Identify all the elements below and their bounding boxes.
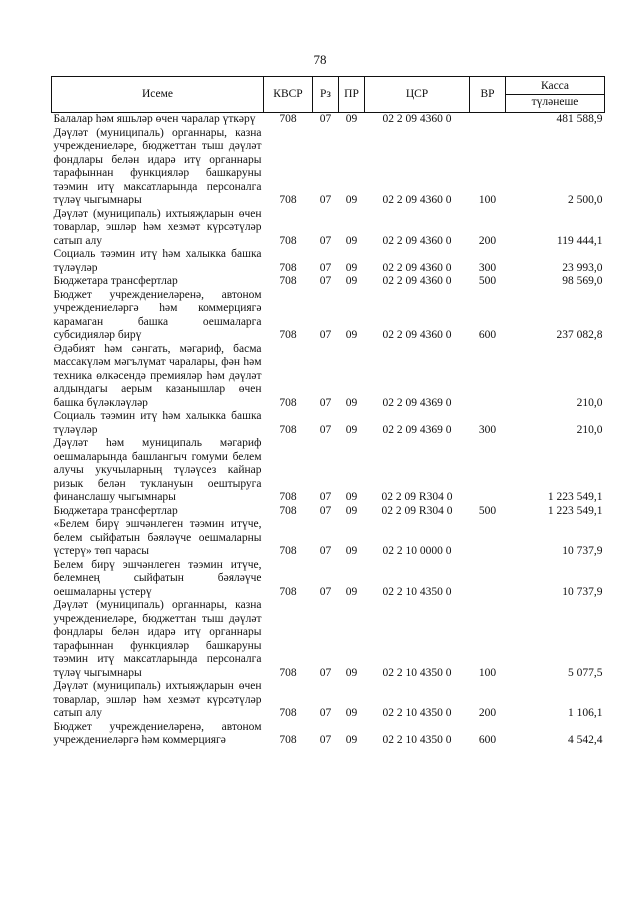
table-row bbox=[52, 248, 605, 275]
table-row bbox=[52, 275, 605, 289]
cell-name: Әдәбият һәм сәнгать, мәгариф, басма массакүләм мәгълүмат чаралары, фән һәм техника өлкәсендә премияләр һәм дәүләт алдындагы аерым казанышлар өчен башка бүләкләүләр bbox=[53, 342, 262, 409]
cell-rz: 07 bbox=[319, 504, 332, 517]
header-csr: ЦСР bbox=[365, 77, 470, 113]
cell-csr: 02 2 10 4350 0 bbox=[382, 666, 452, 679]
cell-rz: 07 bbox=[319, 194, 332, 206]
cell-pr: 09 bbox=[345, 734, 358, 746]
cell-csr: 02 2 09 4369 0 bbox=[382, 396, 452, 409]
cell-csr: 02 2 09 4360 0 bbox=[382, 261, 452, 274]
table-row bbox=[52, 599, 605, 680]
cell-vr: 200 bbox=[478, 707, 497, 719]
cell-name: Социаль тәэмин итү һәм халыкка башка түләүләр bbox=[53, 410, 262, 436]
table-row bbox=[52, 410, 605, 437]
cell-kvsr: 708 bbox=[279, 113, 297, 125]
cell-csr: 02 2 10 4350 0 bbox=[382, 585, 452, 598]
cell-vr: 200 bbox=[478, 234, 497, 247]
cell-amount: 10 737,9 bbox=[562, 545, 603, 557]
cell-name: Дәүләт (муниципаль) органнары, казна учреждениеләре, бюджеттан тыш дәүләт фондлары белән идарә итү органнары тарафыннан функцияләр башкаруны тәэмин итү максатларында персоналга түләү чыгымнары bbox=[53, 126, 262, 206]
cell-csr: 02 2 09 4360 0 bbox=[382, 234, 452, 247]
table-header bbox=[52, 77, 605, 113]
cell-name: Бюджет учреждениеләренә, автоном учреждениеләргә һәм коммерциягә карамаган башка оешмаларга субсидияләр бирү bbox=[53, 288, 262, 341]
cell-pr: 09 bbox=[345, 707, 358, 719]
table-row bbox=[52, 289, 605, 343]
cell-kvsr: 708 bbox=[279, 423, 297, 436]
cell-rz: 07 bbox=[319, 396, 332, 409]
cell-rz: 07 bbox=[319, 423, 332, 436]
cell-csr: 02 2 09 4360 0 bbox=[382, 113, 452, 125]
cell-amount: 2 500,0 bbox=[568, 194, 603, 206]
cell-amount: 210,0 bbox=[576, 423, 603, 436]
header-kassa-label: Касса bbox=[540, 80, 570, 92]
cell-kvsr: 708 bbox=[279, 504, 297, 517]
cell-rz: 07 bbox=[319, 585, 332, 598]
cell-kvsr: 708 bbox=[279, 329, 297, 341]
table-row bbox=[52, 343, 605, 411]
header-pr: ПР bbox=[339, 77, 365, 113]
cell-kvsr: 708 bbox=[279, 194, 297, 206]
cell-rz: 07 bbox=[319, 734, 332, 746]
cell-rz: 07 bbox=[319, 113, 332, 125]
cell-vr: 500 bbox=[478, 504, 497, 517]
cell-rz: 07 bbox=[319, 275, 332, 287]
cell-vr: 100 bbox=[478, 194, 497, 206]
cell-pr: 09 bbox=[345, 329, 358, 341]
cell-vr bbox=[470, 559, 506, 600]
cell-vr: 500 bbox=[478, 275, 497, 287]
cell-kvsr: 708 bbox=[279, 261, 297, 274]
cell-amount: 210,0 bbox=[576, 396, 603, 409]
cell-rz: 07 bbox=[319, 666, 332, 679]
cell-pr: 09 bbox=[345, 666, 358, 679]
cell-kvsr: 708 bbox=[279, 707, 297, 719]
cell-vr bbox=[470, 343, 506, 411]
cell-kvsr: 708 bbox=[279, 491, 297, 503]
cell-kvsr: 708 bbox=[279, 396, 297, 409]
cell-rz: 07 bbox=[319, 545, 332, 557]
cell-name: «Белем бирү эшчәнлеген тәэмин итүче, белем сыйфатын бәяләүче оешмаларны үстерү» төп чарасы bbox=[53, 518, 262, 557]
budget-table bbox=[51, 76, 605, 748]
page-number: 78 bbox=[313, 52, 327, 67]
table-row bbox=[52, 680, 605, 721]
cell-amount: 1 223 549,1 bbox=[547, 491, 603, 503]
cell-vr bbox=[470, 437, 506, 505]
cell-rz: 07 bbox=[319, 329, 332, 341]
cell-name: Дәүләт һәм муниципаль мәгариф оешмаларында башлангыч гомуми белем алучы укучыларның түләүсез кайнар ризык белән туклануын оештыруга финанслашу чыгымнары bbox=[53, 437, 262, 503]
cell-csr: 02 2 09 R304 0 bbox=[381, 504, 453, 517]
cell-rz: 07 bbox=[319, 707, 332, 719]
cell-name: Белем бирү эшчәнлеген тәэмин итүче, белемнең сыйфатын бәяләүче оешмаларны үстерү bbox=[53, 558, 262, 598]
cell-pr: 09 bbox=[345, 261, 358, 274]
header-kvsr: КВСР bbox=[264, 77, 313, 113]
cell-csr: 02 2 09 4360 0 bbox=[382, 275, 452, 287]
cell-amount: 23 993,0 bbox=[562, 261, 603, 274]
cell-rz: 07 bbox=[319, 261, 332, 274]
cell-vr: 300 bbox=[478, 261, 497, 274]
cell-rz: 07 bbox=[319, 234, 332, 247]
table-row bbox=[52, 127, 605, 208]
cell-vr: 600 bbox=[478, 329, 497, 341]
cell-vr bbox=[470, 518, 506, 559]
cell-vr: 600 bbox=[478, 734, 497, 746]
cell-amount: 4 542,4 bbox=[568, 734, 603, 746]
cell-name: Дәүләт (муниципаль) ихтыяҗларын өчен товарлар, эшләр һәм хезмәт күрсәтүләр сатып алу bbox=[53, 207, 262, 247]
cell-amount: 5 077,5 bbox=[568, 666, 603, 679]
cell-amount: 98 569,0 bbox=[562, 275, 603, 287]
table-row bbox=[52, 721, 605, 748]
cell-pr: 09 bbox=[345, 545, 358, 557]
cell-amount: 237 082,8 bbox=[556, 329, 603, 341]
cell-kvsr: 708 bbox=[279, 545, 297, 557]
cell-pr: 09 bbox=[345, 275, 358, 287]
header-kassa bbox=[506, 77, 605, 113]
cell-pr: 09 bbox=[345, 504, 358, 517]
cell-pr: 09 bbox=[345, 423, 358, 436]
cell-amount: 119 444,1 bbox=[556, 234, 603, 247]
cell-csr: 02 2 10 0000 0 bbox=[382, 545, 452, 557]
table-row bbox=[52, 518, 605, 559]
table-body bbox=[52, 113, 605, 748]
table-row bbox=[52, 208, 605, 249]
cell-amount: 10 737,9 bbox=[562, 585, 603, 598]
header-kassa-sub: түләнеше bbox=[506, 94, 604, 109]
cell-pr: 09 bbox=[345, 194, 358, 206]
cell-name: Балалар һәм яшьләр өчен чаралар үткәрү bbox=[53, 113, 256, 125]
header-rz: Рз bbox=[313, 77, 339, 113]
table-row bbox=[52, 113, 605, 127]
cell-csr: 02 2 09 R304 0 bbox=[381, 491, 453, 503]
cell-vr bbox=[470, 113, 506, 127]
cell-pr: 09 bbox=[345, 585, 358, 598]
cell-pr: 09 bbox=[345, 491, 358, 503]
cell-pr: 09 bbox=[345, 234, 358, 247]
cell-kvsr: 708 bbox=[279, 666, 297, 679]
cell-name: Бюджет учреждениеләренә, автоном учреждениеләргә һәм коммерциягә bbox=[53, 720, 262, 746]
cell-pr: 09 bbox=[345, 113, 358, 125]
cell-csr: 02 2 09 4360 0 bbox=[382, 194, 452, 206]
cell-name: Дәүләт (муниципаль) ихтыяҗларын өчен товарлар, эшләр һәм хезмәт күрсәтүләр сатып алу bbox=[53, 680, 262, 719]
cell-name: Бюджетара трансфертлар bbox=[53, 504, 178, 517]
table-row bbox=[52, 437, 605, 505]
cell-kvsr: 708 bbox=[279, 275, 297, 287]
table-row bbox=[52, 559, 605, 600]
cell-name: Социаль тәэмин итү һәм халыкка башка түләүләр bbox=[53, 248, 262, 274]
header-vr: ВР bbox=[470, 77, 506, 113]
cell-amount: 1 223 549,1 bbox=[547, 504, 603, 517]
cell-rz: 07 bbox=[319, 491, 332, 503]
cell-kvsr: 708 bbox=[279, 234, 297, 247]
cell-pr: 09 bbox=[345, 396, 358, 409]
cell-amount: 481 588,9 bbox=[556, 113, 603, 125]
cell-csr: 02 2 10 4350 0 bbox=[382, 707, 452, 719]
cell-kvsr: 708 bbox=[279, 585, 297, 598]
cell-csr: 02 2 09 4360 0 bbox=[382, 329, 452, 341]
cell-name: Дәүләт (муниципаль) органнары, казна учреждениеләре, бюджеттан тыш дәүләт фондлары белән идарә итү органнары тарафыннан функцияләр башкаруны тәэмин итү максатларында персоналга түләү чыгымнары bbox=[53, 599, 262, 679]
cell-amount: 1 106,1 bbox=[568, 707, 603, 719]
cell-csr: 02 2 09 4369 0 bbox=[382, 423, 452, 436]
table-row bbox=[52, 505, 605, 519]
cell-name: Бюджетара трансфертлар bbox=[53, 275, 178, 287]
cell-vr: 300 bbox=[478, 423, 497, 436]
cell-csr: 02 2 10 4350 0 bbox=[382, 734, 452, 746]
header-name: Исеме bbox=[52, 77, 264, 113]
cell-vr: 100 bbox=[478, 666, 497, 679]
cell-kvsr: 708 bbox=[279, 734, 297, 746]
